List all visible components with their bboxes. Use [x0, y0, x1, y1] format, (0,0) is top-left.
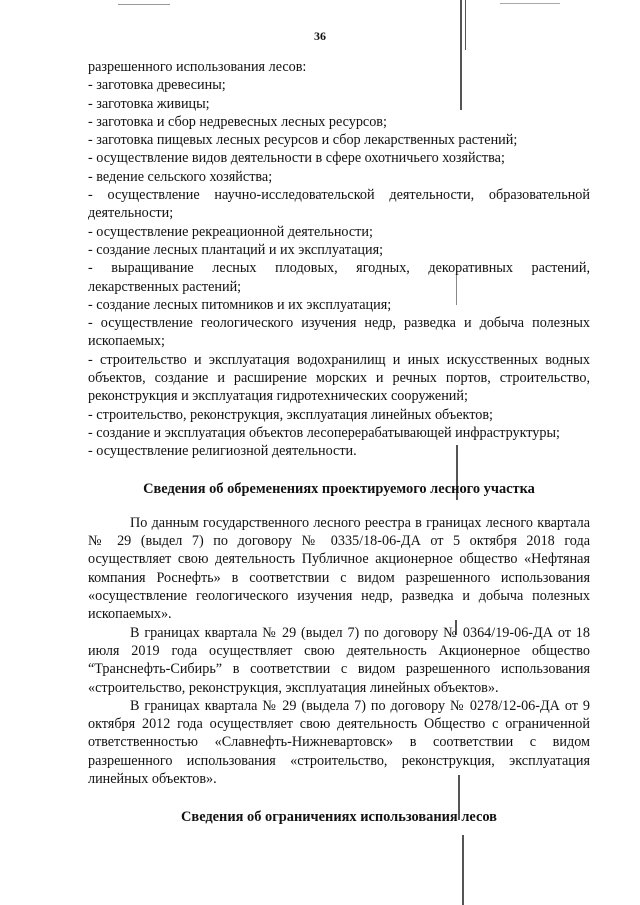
encumbrance-paragraph: В границах квартала № 29 (выдела 7) по договору № 0278/12-06-ДА от 9 октября 2012 года осуществляет свою деятельность Общество с ограниченной ответственностью «Славнефть-Нижневартовск» в соответствии с видом разрешенного использования «строительство, реконструкция, эксплуатация линейных объектов». — [88, 697, 590, 787]
scan-artifact-vertical-7 — [462, 835, 464, 905]
list-item: - строительство, реконструкция, эксплуатация линейных объектов; — [88, 406, 493, 423]
list-item: - заготовка и сбор недревесных лесных ресурсов; — [88, 113, 387, 130]
list-item: - осуществление геологического изучения недр, разведка и добыча полезных ископаемых; — [88, 315, 590, 350]
list-item: - заготовка пищевых лесных ресурсов и сбор лекарственных растений; — [88, 132, 518, 149]
list-item: - выращивание лесных плодовых, ягодных, декоративных растений, лекарственных растений; — [88, 260, 590, 295]
list-item: - создание и эксплуатация объектов лесоперерабатывающей инфраструктуры; — [88, 424, 560, 441]
encumbrance-heading: Сведения об обременениях проектируемого лесного участка — [143, 480, 535, 497]
scan-artifact-top-left — [118, 4, 170, 5]
intro-line: разрешенного использования лесов: — [88, 59, 307, 75]
list-item: - создание лесных плантаций и их эксплуатация; — [88, 241, 384, 258]
encumbrance-paragraph: В границах квартала № 29 (выдел 7) по договору № 0364/19-06-ДА от 18 июля 2019 года осуществляет свою деятельность Акционерное общество “Транснефть-Сибирь” в соответствии с видом разрешенного использования «строительство, реконструкция, эксплуатация линейных объектов». — [88, 624, 590, 696]
list-item: - осуществление религиозной деятельности. — [88, 443, 357, 460]
page-number: 36 — [314, 29, 326, 43]
list-item: - осуществление видов деятельности в сфере охотничьего хозяйства; — [88, 150, 505, 167]
list-item: - осуществление рекреационной деятельности; — [88, 223, 373, 240]
encumbrance-paragraph: По данным государственного лесного реестра в границах лесного квартала № 29 (выдел 7) по договору № 0335/18-06-ДА от 5 октября 2018 года осуществляет свою деятельность Публичное акционерное общество «Нефтяная компания Роснефть» в соответствии с видом разрешенного использования «осуществление геологического изучения недр, разведка и добыча полезных ископаемых». — [88, 514, 590, 623]
list-item: - заготовка живицы; — [88, 95, 210, 112]
list-item: - осуществление научно-исследовательской деятельности, образовательной деятельности; — [88, 187, 590, 222]
scan-artifact-top-right — [500, 3, 560, 4]
list-item: - ведение сельского хозяйства; — [88, 168, 273, 185]
restrictions-heading: Сведения об ограничениях использования лесов — [181, 809, 497, 826]
document-body — [88, 58, 590, 843]
list-item: - создание лесных питомников и их эксплуатация; — [88, 296, 392, 313]
list-item: - заготовка древесины; — [88, 77, 226, 94]
list-item: - строительство и эксплуатация водохранилищ и иных искусственных водных объектов, создание и расширение морских и речных портов, строительство, реконструкция и эксплуатация гидротехнических сооружений; — [88, 351, 590, 405]
allowed-uses-list — [88, 76, 590, 460]
